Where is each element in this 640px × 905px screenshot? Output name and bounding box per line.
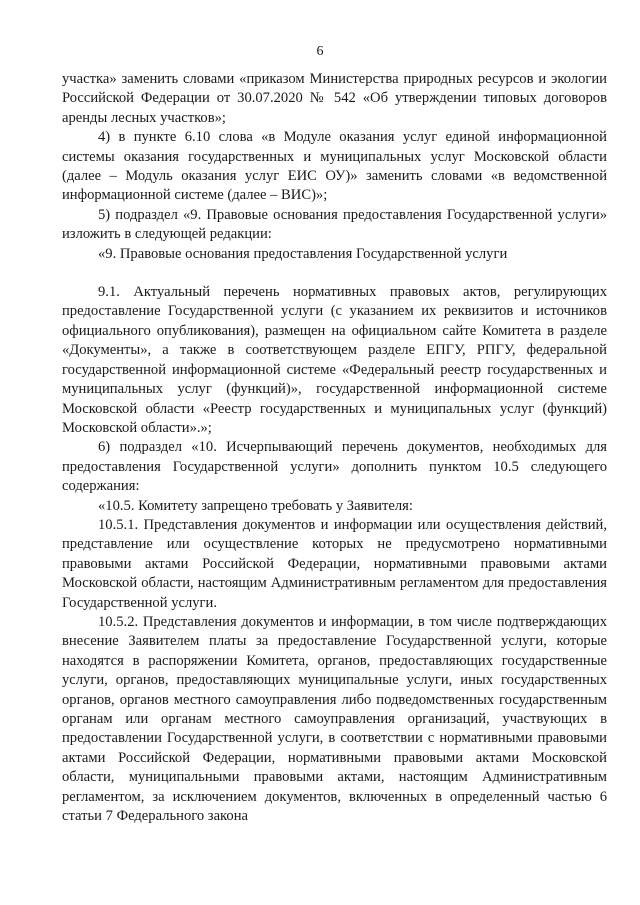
paragraph-9-1: 9.1. Актуальный перечень нормативных правовых актов, регулирующих предоставление Государственной услуги (с указанием их реквизитов и источников официального опубликования), размещен на официальном сайте Комитета в разделе «Документы», а также в соответствующем разделе ЕПГУ, РПГУ, федеральной государственной информационной системе «Федеральный реестр государственных и муниципальных услуг (функций)», государственной информационной системе Московской области «Реестр государственных и муниципальных услуг (функций) Московской области».»; — [62, 284, 607, 436]
section-heading-9: «9. Правовые основания предоставления Государственной услуги — [98, 245, 508, 262]
paragraph-10-5-1: 10.5.1. Представления документов и информации или осуществления действий, представление или осуществление которых не предусмотрено нормативными правовыми актами Российской Федерации, нормативными правовыми актами Московской области, настоящим Административным регламентом для предоставления Государственной услуги. — [62, 516, 607, 611]
paragraph-continuation: участка» заменить словами «приказом Министерства природных ресурсов и экологии Российской Федерации от 30.07.2020 № 542 «Об утверждении типовых договоров аренды лесных участков»; — [62, 71, 607, 126]
paragraph-10-5-2: 10.5.2. Представления документов и информации, в том числе подтверждающих внесение Заявителем платы за предоставление Государственной услуги, которые находятся в распоряжении Комитета, органов, предоставляющих государственные услуги, органов, предоставляющих муниципальные услуги, иных государственных органов, органов местного самоуправления либо подведомственных государственным органам или органам местного самоуправления организаций, участвующих в предоставлении Государственной услуги, в соответствии с нормативными правовыми актами Российской Федерации, нормативными правовыми актами Московской области, муниципальными правовыми актами, настоящим Административным регламентом, за исключением документов, включенных в определенный частью 6 статьи 7 Федерального закона — [62, 613, 607, 825]
page-number: 6 — [316, 44, 324, 59]
paragraph-item-4: 4) в пункте 6.10 слова «в Модуле оказания услуг единой информационной системы оказания государственных и муниципальных услуг Московской области (далее – Модуль оказания услуг ЕИС ОУ)» заменить словами «в ведомственной информационной системе (далее – ВИС)»; — [62, 129, 607, 204]
paragraph-item-6: 6) подраздел «10. Исчерпывающий перечень документов, необходимых для предоставления Государственной услуги» дополнить пунктом 10.5 следующего содержания: — [62, 439, 607, 495]
document-body — [62, 70, 607, 826]
paragraph-item-5: 5) подраздел «9. Правовые основания предоставления Государственной услуги» изложить в следующей редакции: — [62, 206, 607, 243]
paragraph-10-5: «10.5. Комитету запрещено требовать у Заявителя: — [98, 497, 413, 514]
